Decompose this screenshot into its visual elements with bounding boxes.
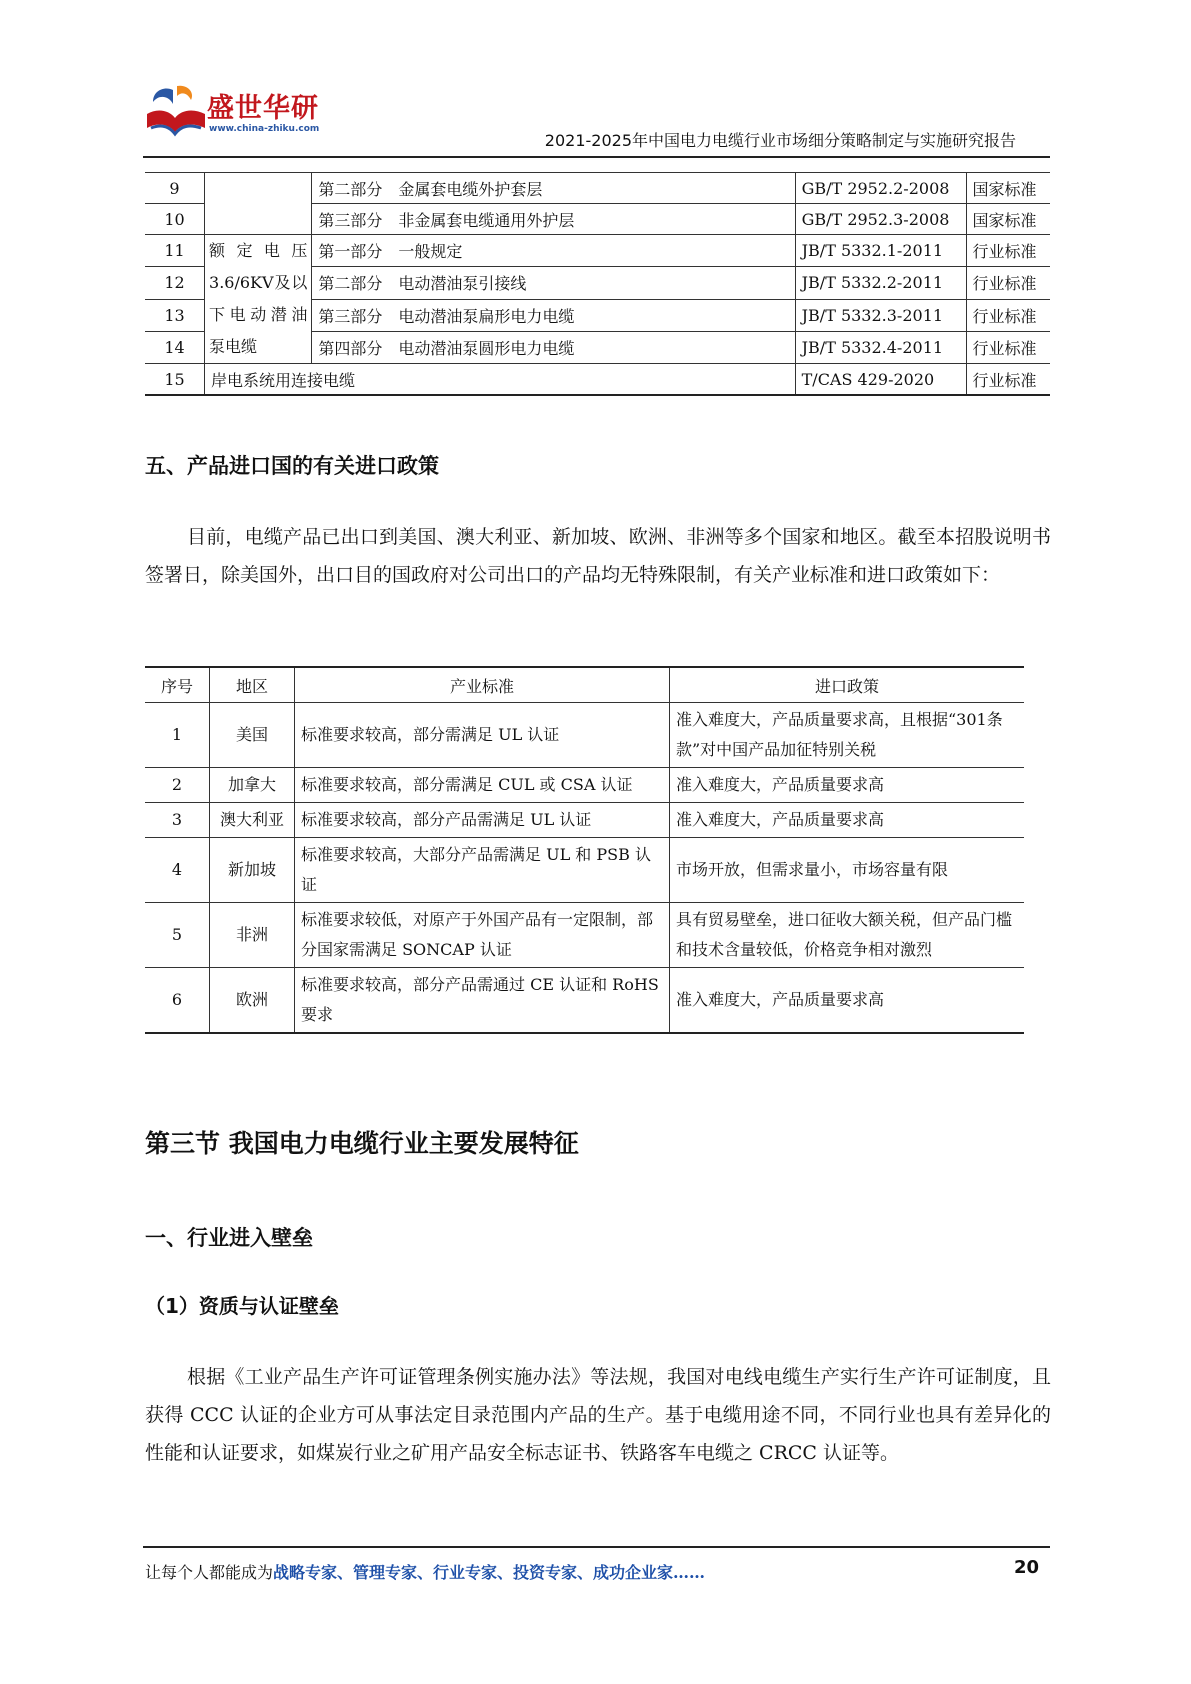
row-number: 12 bbox=[145, 267, 205, 299]
region-cell: 欧洲 bbox=[210, 968, 295, 1034]
policy-cell: 准入难度大，产品质量要求高 bbox=[670, 968, 1025, 1034]
row-number: 14 bbox=[145, 331, 205, 363]
column-header: 序号 bbox=[145, 667, 210, 703]
table-row bbox=[145, 838, 1024, 903]
body-paragraph: 目前，电缆产品已出口到美国、澳大利亚、新加坡、欧洲、非洲等多个国家和地区。截至本招股说明书签署日，除美国外，出口目的国政府对公司出口的产品均无特殊限制，有关产业标准和进口政策如下： bbox=[145, 526, 1051, 586]
column-header: 产业标准 bbox=[295, 667, 670, 703]
part-cell: 第一部分 一般规定 bbox=[312, 235, 795, 267]
group-label-line: 额定电压 bbox=[209, 241, 308, 260]
column-header: 进口政策 bbox=[670, 667, 1025, 703]
kind-cell: 行业标准 bbox=[966, 267, 1050, 299]
table-row bbox=[145, 703, 1024, 768]
row-number: 1 bbox=[145, 703, 210, 768]
page-number: 20 bbox=[1013, 1557, 1039, 1578]
book-logo-icon bbox=[143, 84, 209, 146]
kind-cell: 行业标准 bbox=[966, 364, 1050, 396]
kind-cell: 国家标准 bbox=[966, 173, 1050, 204]
kind-cell: 行业标准 bbox=[966, 331, 1050, 363]
region-cell: 加拿大 bbox=[210, 768, 295, 803]
section-heading: 五、产品进口国的有关进口政策 bbox=[145, 454, 439, 478]
standards-table bbox=[145, 172, 1050, 396]
subsection-heading: 一、行业进入壁垒 bbox=[145, 1226, 313, 1250]
table-row bbox=[145, 803, 1024, 838]
table-row bbox=[145, 768, 1024, 803]
group-label-line: 3.6/6KV及以 bbox=[209, 273, 308, 292]
part-cell: 第三部分 电动潜油泵扁形电力电缆 bbox=[312, 299, 795, 331]
part-cell: 第三部分 非金属套电缆通用外护层 bbox=[312, 204, 795, 235]
logo-url: www.china-zhiku.com bbox=[209, 124, 320, 134]
header-divider bbox=[143, 156, 1050, 158]
kind-cell: 国家标准 bbox=[966, 204, 1050, 235]
footer-divider bbox=[143, 1546, 1050, 1548]
column-header: 地区 bbox=[210, 667, 295, 703]
chapter-section-heading: 第三节 我国电力电缆行业主要发展特征 bbox=[145, 1129, 579, 1158]
code-cell: T/CAS 429-2020 bbox=[795, 364, 966, 396]
row-number: 5 bbox=[145, 903, 210, 968]
row-number: 15 bbox=[145, 364, 205, 396]
code-cell: JB/T 5332.1-2011 bbox=[795, 235, 966, 267]
part-cell: 第二部分 金属套电缆外护套层 bbox=[312, 173, 795, 204]
row-number: 2 bbox=[145, 768, 210, 803]
body-paragraph: 根据《工业产品生产许可证管理条例实施办法》等法规，我国对电线电缆生产实行生产许可证制度，且获得 CCC 认证的企业方可从事法定目录范围内产品的生产。基于电缆用途不同，不同行业也具有差异化的性能和认证要求，如煤炭行业之矿用产品安全标志证书、铁路客车电缆之 CRCC 认证等。 bbox=[145, 1366, 1051, 1464]
group-label-line: 泵电缆 bbox=[209, 337, 258, 356]
row-number: 6 bbox=[145, 968, 210, 1034]
report-title: 2021-2025年中国电力电缆行业市场细分策略制定与实施研究报告 bbox=[544, 131, 1016, 150]
row-number: 11 bbox=[145, 235, 205, 267]
logo-name: 盛世华研 bbox=[207, 93, 319, 124]
table-row bbox=[145, 968, 1024, 1034]
part-cell: 第四部分 电动潜油泵圆形电力电缆 bbox=[312, 331, 795, 363]
row-number: 3 bbox=[145, 803, 210, 838]
standard-cell: 标准要求较高，部分产品需通过 CE 认证和 RoHS 要求 bbox=[295, 968, 670, 1034]
code-cell: GB/T 2952.2-2008 bbox=[795, 173, 966, 204]
region-cell: 澳大利亚 bbox=[210, 803, 295, 838]
part-cell: 岸电系统用连接电缆 bbox=[205, 364, 796, 396]
region-cell: 美国 bbox=[210, 703, 295, 768]
part-cell: 第二部分 电动潜油泵引接线 bbox=[312, 267, 795, 299]
footer-prefix: 让每个人都能成为 bbox=[145, 1563, 274, 1582]
region-cell: 非洲 bbox=[210, 903, 295, 968]
standard-cell: 标准要求较高，部分需满足 UL 认证 bbox=[295, 703, 670, 768]
import-policy-table bbox=[145, 666, 1024, 1034]
group-cell-empty bbox=[205, 173, 312, 235]
code-cell: JB/T 5332.2-2011 bbox=[795, 267, 966, 299]
policy-cell: 准入难度大，产品质量要求高，且根据“301条款”对中国产品加征特别关税 bbox=[670, 703, 1025, 768]
footer-highlight: 战略专家、管理专家、行业专家、投资专家、成功企业家…… bbox=[273, 1563, 706, 1582]
table-row bbox=[145, 235, 1050, 267]
row-number: 4 bbox=[145, 838, 210, 903]
kind-cell: 行业标准 bbox=[966, 235, 1050, 267]
standard-cell: 标准要求较高，大部分产品需满足 UL 和 PSB 认证 bbox=[295, 838, 670, 903]
policy-cell: 市场开放，但需求量小，市场容量有限 bbox=[670, 838, 1025, 903]
row-number: 9 bbox=[145, 173, 205, 204]
code-cell: JB/T 5332.4-2011 bbox=[795, 331, 966, 363]
subsection-heading: （1）资质与认证壁垒 bbox=[145, 1294, 339, 1318]
table-row bbox=[145, 364, 1050, 396]
policy-cell: 准入难度大，产品质量要求高 bbox=[670, 803, 1025, 838]
region-cell: 新加坡 bbox=[210, 838, 295, 903]
standard-cell: 标准要求较高，部分产品需满足 UL 认证 bbox=[295, 803, 670, 838]
standard-cell: 标准要求较低，对原产于外国产品有一定限制，部分国家需满足 SONCAP 认证 bbox=[295, 903, 670, 968]
row-number: 10 bbox=[145, 204, 205, 235]
policy-cell: 准入难度大，产品质量要求高 bbox=[670, 768, 1025, 803]
company-logo bbox=[143, 84, 320, 146]
code-cell: GB/T 2952.3-2008 bbox=[795, 204, 966, 235]
kind-cell: 行业标准 bbox=[966, 299, 1050, 331]
standard-cell: 标准要求较高，部分需满足 CUL 或 CSA 认证 bbox=[295, 768, 670, 803]
footer-slogan bbox=[145, 1560, 705, 1583]
group-cell bbox=[205, 235, 312, 364]
table-row bbox=[145, 173, 1050, 204]
row-number: 13 bbox=[145, 299, 205, 331]
code-cell: JB/T 5332.3-2011 bbox=[795, 299, 966, 331]
policy-cell: 具有贸易壁垒，进口征收大额关税，但产品门槛和技术含量较低，价格竞争相对激烈 bbox=[670, 903, 1025, 968]
group-label-line: 下电动潜油 bbox=[209, 305, 308, 324]
table-header-row bbox=[145, 667, 1024, 703]
table-row bbox=[145, 903, 1024, 968]
